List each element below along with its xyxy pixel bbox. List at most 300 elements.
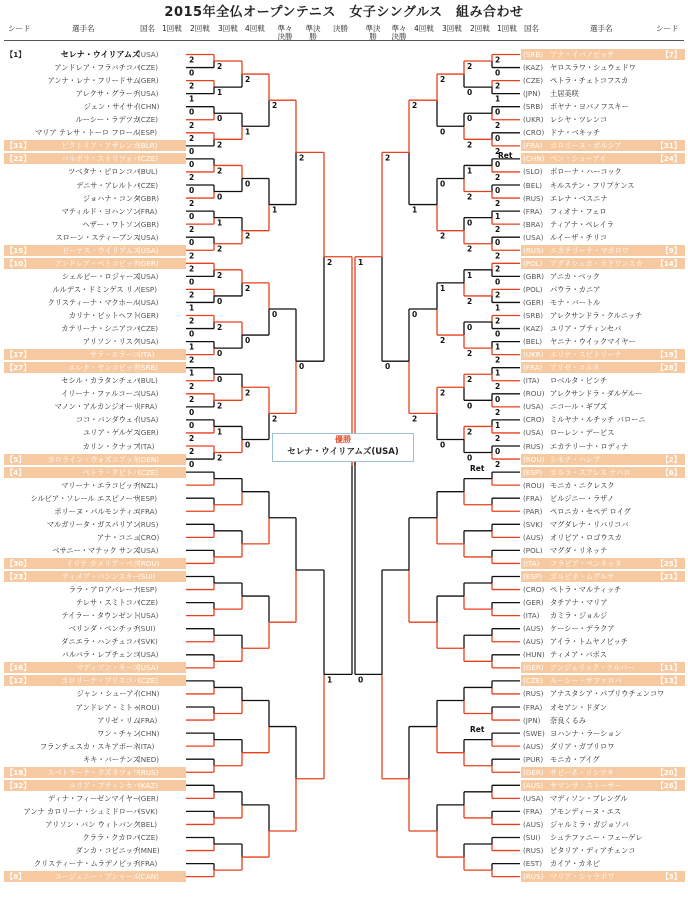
score: 0 [495, 447, 501, 456]
score: 2 [467, 296, 473, 306]
seed-label: 【17】 [6, 350, 31, 360]
match [464, 270, 494, 306]
match [184, 498, 214, 511]
match [212, 113, 242, 149]
match [240, 178, 269, 240]
player-country: (USA) [138, 89, 159, 99]
match [437, 596, 466, 648]
player-country: (UKR) [523, 350, 544, 360]
match [212, 374, 242, 410]
player-country: (USA) [138, 271, 159, 281]
match [184, 394, 214, 417]
match [240, 805, 269, 857]
player-name: サマンサ・ストーサー [550, 780, 622, 790]
player-name: バルバラ・レプチェンコ [61, 650, 140, 660]
player-name: ペトラ・クビトバ [82, 467, 140, 477]
player-country: (GER) [138, 311, 159, 320]
player-name: エカテリーナ・ロディナ [550, 441, 629, 451]
player-country: (SVK) [523, 519, 543, 529]
score: 0 [467, 401, 473, 411]
score: 0 [467, 218, 473, 228]
player-country: (GBR) [523, 271, 545, 281]
player-country: (AUS) [523, 637, 544, 647]
player-name: ユリア・プティンセバ [550, 324, 622, 334]
player-name: ペトラ・チェトコフスカ [550, 76, 629, 86]
score: 0 [217, 296, 223, 306]
score: 1 [217, 218, 223, 228]
header-r2-right: 2回戦 [470, 24, 490, 33]
score: 1 [327, 675, 333, 685]
player-name: マグダ・リネッテ [550, 545, 608, 555]
match [212, 844, 242, 870]
score: 2 [272, 414, 278, 424]
player-country: (ESP) [138, 493, 158, 503]
player-name: アニカ・ベック [550, 271, 600, 281]
match [382, 152, 411, 371]
score: 2 [495, 172, 501, 182]
match [184, 472, 214, 485]
player-country: (SUI) [523, 833, 541, 842]
player-name: イリナ カメリア・ベグ [65, 558, 140, 568]
match [492, 603, 522, 616]
score: 0 [189, 420, 195, 430]
player-country: (ITA) [138, 350, 155, 360]
seed-label: 【22】 [6, 154, 31, 164]
player-name: アナ・コニュ [96, 532, 140, 542]
player-name: ローレン・デービス [550, 428, 615, 438]
player-name: ユリア・プティンセバ [68, 780, 140, 790]
seed-label: 【26】 [656, 780, 681, 790]
player-name: ツベタナ・ピロンコバ [68, 167, 140, 177]
score: 1 [467, 270, 473, 280]
player-country: (USA) [138, 545, 159, 555]
score: 2 [440, 388, 446, 398]
player-name: ビクトリア・アザレンカ [61, 141, 140, 151]
match [492, 577, 522, 590]
score: 2 [467, 244, 473, 254]
player-name: ルーシー・ラデツカ [75, 115, 140, 125]
match [184, 524, 214, 537]
player-name: エレナ・ヤンコビッチ [68, 363, 140, 373]
player-country: (ESP) [138, 284, 158, 294]
player-name: フラビア・ペンネッタ [550, 558, 622, 568]
player-name: モニカ・ニクレスク [550, 480, 615, 490]
score: 2 [467, 375, 473, 385]
score: 2 [217, 62, 223, 72]
player-name: アナスタシア・パブリウチェンコワ [550, 689, 665, 699]
match [464, 792, 494, 818]
player-name: ポローナ・ハーコック [550, 167, 622, 177]
score: 0 [467, 323, 473, 333]
retired-label: Ret [498, 150, 513, 160]
player-country: (RUS) [523, 846, 544, 856]
match [184, 707, 214, 720]
player-country: (POL) [523, 284, 543, 294]
player-name: サラ・エラーニ [89, 350, 140, 360]
header-player-right: 選手名 [590, 24, 613, 33]
score: 0 [189, 212, 195, 222]
seed-label: 【20】 [656, 767, 681, 777]
score: 2 [495, 407, 501, 417]
player-name: マグダレナ・リバリコバ [550, 519, 629, 529]
score: 2 [217, 270, 223, 280]
player-name: ポリーヌ・パルモンティエ [54, 506, 140, 516]
player-name: マディソン・キーズ [76, 663, 140, 673]
score: 0 [245, 179, 251, 189]
match [184, 655, 214, 668]
match [184, 785, 214, 798]
player-country: (SUI) [138, 572, 156, 581]
match [492, 55, 522, 78]
seed-label: 【23】 [6, 572, 31, 581]
match [184, 864, 214, 877]
score: 0 [189, 329, 195, 339]
player-country: (SVK) [138, 806, 158, 816]
score: 2 [217, 453, 223, 463]
seed-label: 【12】 [6, 676, 31, 686]
player-country: (PAR) [523, 506, 543, 516]
player-name: ジョハナ・コンタ [82, 193, 140, 203]
player-country: (ESP) [138, 128, 158, 138]
header-r4-right: 4回戦 [414, 24, 434, 33]
score: 0 [467, 88, 473, 98]
score: 1 [495, 303, 501, 313]
score: 2 [189, 120, 195, 130]
player-country: (CZE) [138, 467, 159, 477]
seed-label: 【27】 [6, 363, 31, 373]
player-name: マリア テレサ・トーロ フロール [35, 128, 140, 138]
player-name: ルーシー・サファロバ [550, 676, 622, 686]
score: 0 [385, 362, 391, 372]
player-name: シュテファニー・フェーゲレ [550, 833, 643, 842]
match [492, 394, 522, 417]
player-country: (SRB) [523, 311, 544, 320]
score: 2 [189, 55, 195, 65]
player-name: ユージェニー・ブシャール [54, 872, 140, 882]
score: 0 [217, 375, 223, 385]
score: 2 [217, 401, 223, 411]
player-name: エカテリーナ・マカロワ [550, 245, 630, 255]
player-country: (ROU) [523, 454, 545, 464]
score: 2 [495, 290, 501, 300]
player-country: (ESP) [523, 572, 543, 581]
player-country: (RUS) [138, 519, 159, 529]
player-name: クリスティーナ・ムラデノビッチ [33, 859, 140, 869]
score: 0 [189, 146, 195, 156]
score: 1 [272, 205, 278, 215]
seed-label: 【24】 [656, 154, 681, 164]
player-name: カテリーナ・シニアコバ [61, 324, 140, 334]
player-name: ロベルタ・ビンチ [550, 376, 608, 386]
match [184, 550, 214, 563]
score: 2 [189, 447, 195, 456]
match [267, 309, 296, 423]
score: 2 [217, 140, 223, 150]
player-name: オリビア・ロゴウスカ [550, 532, 622, 542]
match [464, 844, 494, 870]
match [464, 687, 494, 713]
player-country: (RUS) [523, 689, 544, 699]
score: 0 [217, 192, 223, 202]
match [492, 263, 522, 286]
player-name: ベサニー・マテック サンズ [52, 545, 140, 555]
match [184, 446, 214, 469]
player-name: サビーネ・リシツキ [550, 767, 615, 777]
match [184, 185, 214, 208]
player-country: (USA) [523, 428, 544, 438]
player-name: マルガリータ・ガスパリアン [46, 519, 140, 529]
player-country: (PUR) [523, 754, 544, 764]
match [184, 838, 214, 851]
seed-label: 【18】 [6, 767, 31, 777]
match [184, 368, 214, 391]
seed-label: 【7】 [661, 50, 681, 59]
player-name: モニカ・プイグ [550, 754, 600, 764]
player-country: (CRO) [523, 585, 545, 595]
score: 1 [189, 342, 195, 352]
score: 2 [467, 427, 473, 437]
player-name: アンナ カロリーナ・シュミドローバ [23, 806, 140, 816]
player-country: (GER) [138, 428, 159, 438]
player-country: (AUS) [523, 780, 544, 790]
score: 2 [189, 251, 195, 261]
score: 0 [495, 107, 501, 117]
score: 0 [245, 336, 251, 346]
match [184, 133, 214, 156]
player-country: (USA) [138, 650, 159, 660]
player-country: (CZE) [138, 180, 159, 190]
player-country: (BRA) [523, 219, 544, 229]
player-name: キルステン・フリプケンス [550, 180, 635, 190]
header-qf-right: 準々決勝 [391, 24, 407, 41]
score: 2 [217, 166, 223, 176]
player-name: アンジェリック・ケルバー [550, 663, 635, 673]
player-country: (POL) [523, 258, 543, 268]
score: 2 [299, 153, 305, 163]
match [240, 492, 269, 544]
player-name: 奈良くるみ [550, 715, 586, 725]
player-country: (GER) [138, 76, 159, 86]
match [492, 811, 522, 824]
score: 0 [495, 329, 501, 339]
match [267, 100, 296, 214]
player-country: (SRB) [138, 363, 159, 373]
player-country: (POL) [523, 545, 543, 555]
player-name: ペン・シューアイ [550, 154, 607, 164]
player-name: ペロニカ・セペデ ロイグ [550, 506, 631, 516]
retired-label: Ret [470, 725, 485, 735]
player-country: (USA) [523, 402, 544, 412]
retired-label: Ret [470, 464, 485, 474]
match [409, 727, 439, 831]
player-country: (DEN) [138, 454, 160, 464]
match [184, 316, 214, 339]
score: 0 [495, 68, 501, 78]
match [240, 700, 269, 752]
player-name: タチアナ・マリア [550, 598, 608, 608]
seed-label: 【13】 [656, 676, 681, 686]
player-name: ベリンダ・ベンチッチ [68, 624, 140, 634]
player-country: (CZE) [138, 598, 159, 608]
score: 0 [189, 238, 195, 248]
player-name: ワン・チャン [97, 728, 140, 738]
player-name: ティメア・バボス [550, 650, 607, 660]
player-name: クリスティーナ・マクホール [47, 297, 140, 307]
match [184, 289, 214, 312]
score: 0 [440, 127, 446, 137]
score: 2 [495, 316, 501, 326]
seed-label: 【9】 [661, 245, 681, 255]
match [464, 218, 494, 254]
player-name: アリゼ・リム [97, 715, 140, 725]
player-name: マリア・シャラポワ [550, 872, 615, 882]
score: 1 [495, 368, 501, 378]
player-country: (ROU) [138, 702, 160, 712]
score: 0 [440, 179, 446, 189]
header-r4-left: 4回戦 [245, 24, 265, 33]
player-name: スベトラーナ・クズネツォワ [47, 767, 140, 777]
player-country: (CZE) [138, 154, 159, 164]
player-country: (ITA) [138, 441, 155, 451]
player-name: カロリーヌ・ガルシア [550, 141, 622, 151]
player-name: オセアン・ドダン [550, 702, 608, 712]
player-name: アリゼ・コルネ [550, 363, 600, 373]
seed-label: 【30】 [6, 558, 31, 568]
score: 2 [467, 349, 473, 359]
player-country: (KAZ) [523, 324, 544, 334]
player-name: ヘザー・ワトソン [82, 219, 140, 229]
champion-name: セレナ・ウイリアムズ(USA) [287, 447, 399, 457]
player-country: (BLR) [138, 141, 158, 151]
match [212, 740, 242, 766]
match [294, 570, 324, 779]
player-country: (FRA) [523, 141, 543, 151]
match [184, 420, 214, 443]
player-name: ジェン・サイサイ [83, 102, 140, 112]
player-country: (FRA) [138, 402, 158, 412]
score: 0 [495, 277, 501, 287]
player-country: (CZE) [523, 76, 544, 86]
score: 1 [440, 283, 446, 293]
score: 0 [245, 440, 251, 450]
player-name: ニコール・ギブズ [550, 402, 608, 412]
player-country: (BEL) [138, 819, 158, 829]
score: 2 [189, 355, 195, 365]
match [492, 864, 522, 877]
player-name: ケーシー・デラクア [550, 624, 615, 634]
player-country: (FRA) [138, 715, 158, 725]
player-name: ジャン・シューアイ [76, 689, 140, 699]
player-country: (JPN) [523, 715, 541, 725]
player-name: イリーナ・ファルコーニ [61, 389, 140, 399]
player-country: (CAN) [138, 872, 159, 882]
player-country: (KAZ) [523, 63, 544, 73]
match [212, 270, 242, 306]
match [464, 531, 494, 557]
match [212, 792, 242, 818]
player-country: (EST) [523, 859, 543, 869]
score: 1 [245, 127, 251, 137]
match [437, 178, 466, 240]
player-name: ドナ・ベキッチ [550, 128, 601, 138]
player-name: テレサ・スミトコバ [75, 598, 140, 608]
match [294, 152, 324, 371]
match [212, 322, 242, 358]
player-name: ヤロスラワ・シュウェドワ [550, 63, 636, 73]
player-country: (BEL) [523, 180, 543, 190]
score: 2 [440, 75, 446, 85]
header-r3-left: 3回戦 [218, 24, 238, 33]
match [464, 583, 494, 609]
score: 2 [495, 225, 501, 235]
player-country: (GER) [138, 258, 159, 268]
score: 2 [189, 199, 195, 209]
score: 2 [189, 264, 195, 274]
match [492, 733, 522, 746]
player-country: (MNE) [138, 846, 160, 856]
player-country: (ROU) [138, 558, 160, 568]
score: 2 [245, 388, 251, 398]
player-country: (USA) [138, 50, 159, 59]
match [267, 727, 296, 831]
player-country: (FRA) [523, 206, 543, 216]
player-name: ルイーザ・チリコ [550, 232, 607, 242]
match [492, 185, 522, 208]
match [184, 733, 214, 746]
player-name: スローン・スティーブンス [55, 232, 140, 242]
player-country: (JPN) [523, 89, 541, 99]
score: 2 [412, 414, 418, 424]
match [492, 524, 522, 537]
player-country: (GER) [523, 767, 544, 777]
header-r1-right: 1回戦 [497, 24, 517, 33]
score: 1 [358, 257, 364, 267]
header-seed-right: シード [656, 24, 679, 33]
match [492, 342, 522, 365]
player-country: (NED) [138, 754, 160, 764]
match [464, 165, 494, 201]
score: 0 [189, 277, 195, 287]
player-country: (CZE) [138, 833, 159, 842]
score: 0 [467, 114, 473, 124]
score: 2 [495, 460, 501, 470]
player-country: (USA) [523, 232, 544, 242]
player-country: (BEL) [523, 337, 543, 347]
score: 2 [440, 336, 446, 346]
player-name: レシヤ・ツレンコ [550, 115, 608, 125]
score: 1 [412, 205, 418, 215]
score: 2 [217, 323, 223, 333]
player-name: カルラ・スアレス ナバロ [550, 467, 631, 477]
match [492, 211, 522, 234]
score: 1 [217, 88, 223, 98]
match [240, 596, 269, 648]
player-name: ココ・バンダウェイ [75, 415, 140, 425]
score: 0 [217, 349, 223, 359]
player-name: カロライン・ウォズニアッキ [47, 454, 140, 464]
player-name: ヨハンナ・ラーション [550, 728, 622, 738]
player-country: (FRA) [138, 859, 158, 869]
player-name: ジャルミラ・ガジョソバ [550, 819, 629, 829]
player-name: アイラ・トムヤノビッチ [550, 637, 628, 647]
match [212, 61, 242, 97]
score: 0 [217, 114, 223, 124]
player-country: (RUS) [523, 872, 544, 882]
score: 0 [440, 440, 446, 450]
match [240, 387, 269, 449]
score: 2 [217, 244, 223, 254]
player-name: ディナ・フィーゼンマイヤー [48, 793, 140, 803]
